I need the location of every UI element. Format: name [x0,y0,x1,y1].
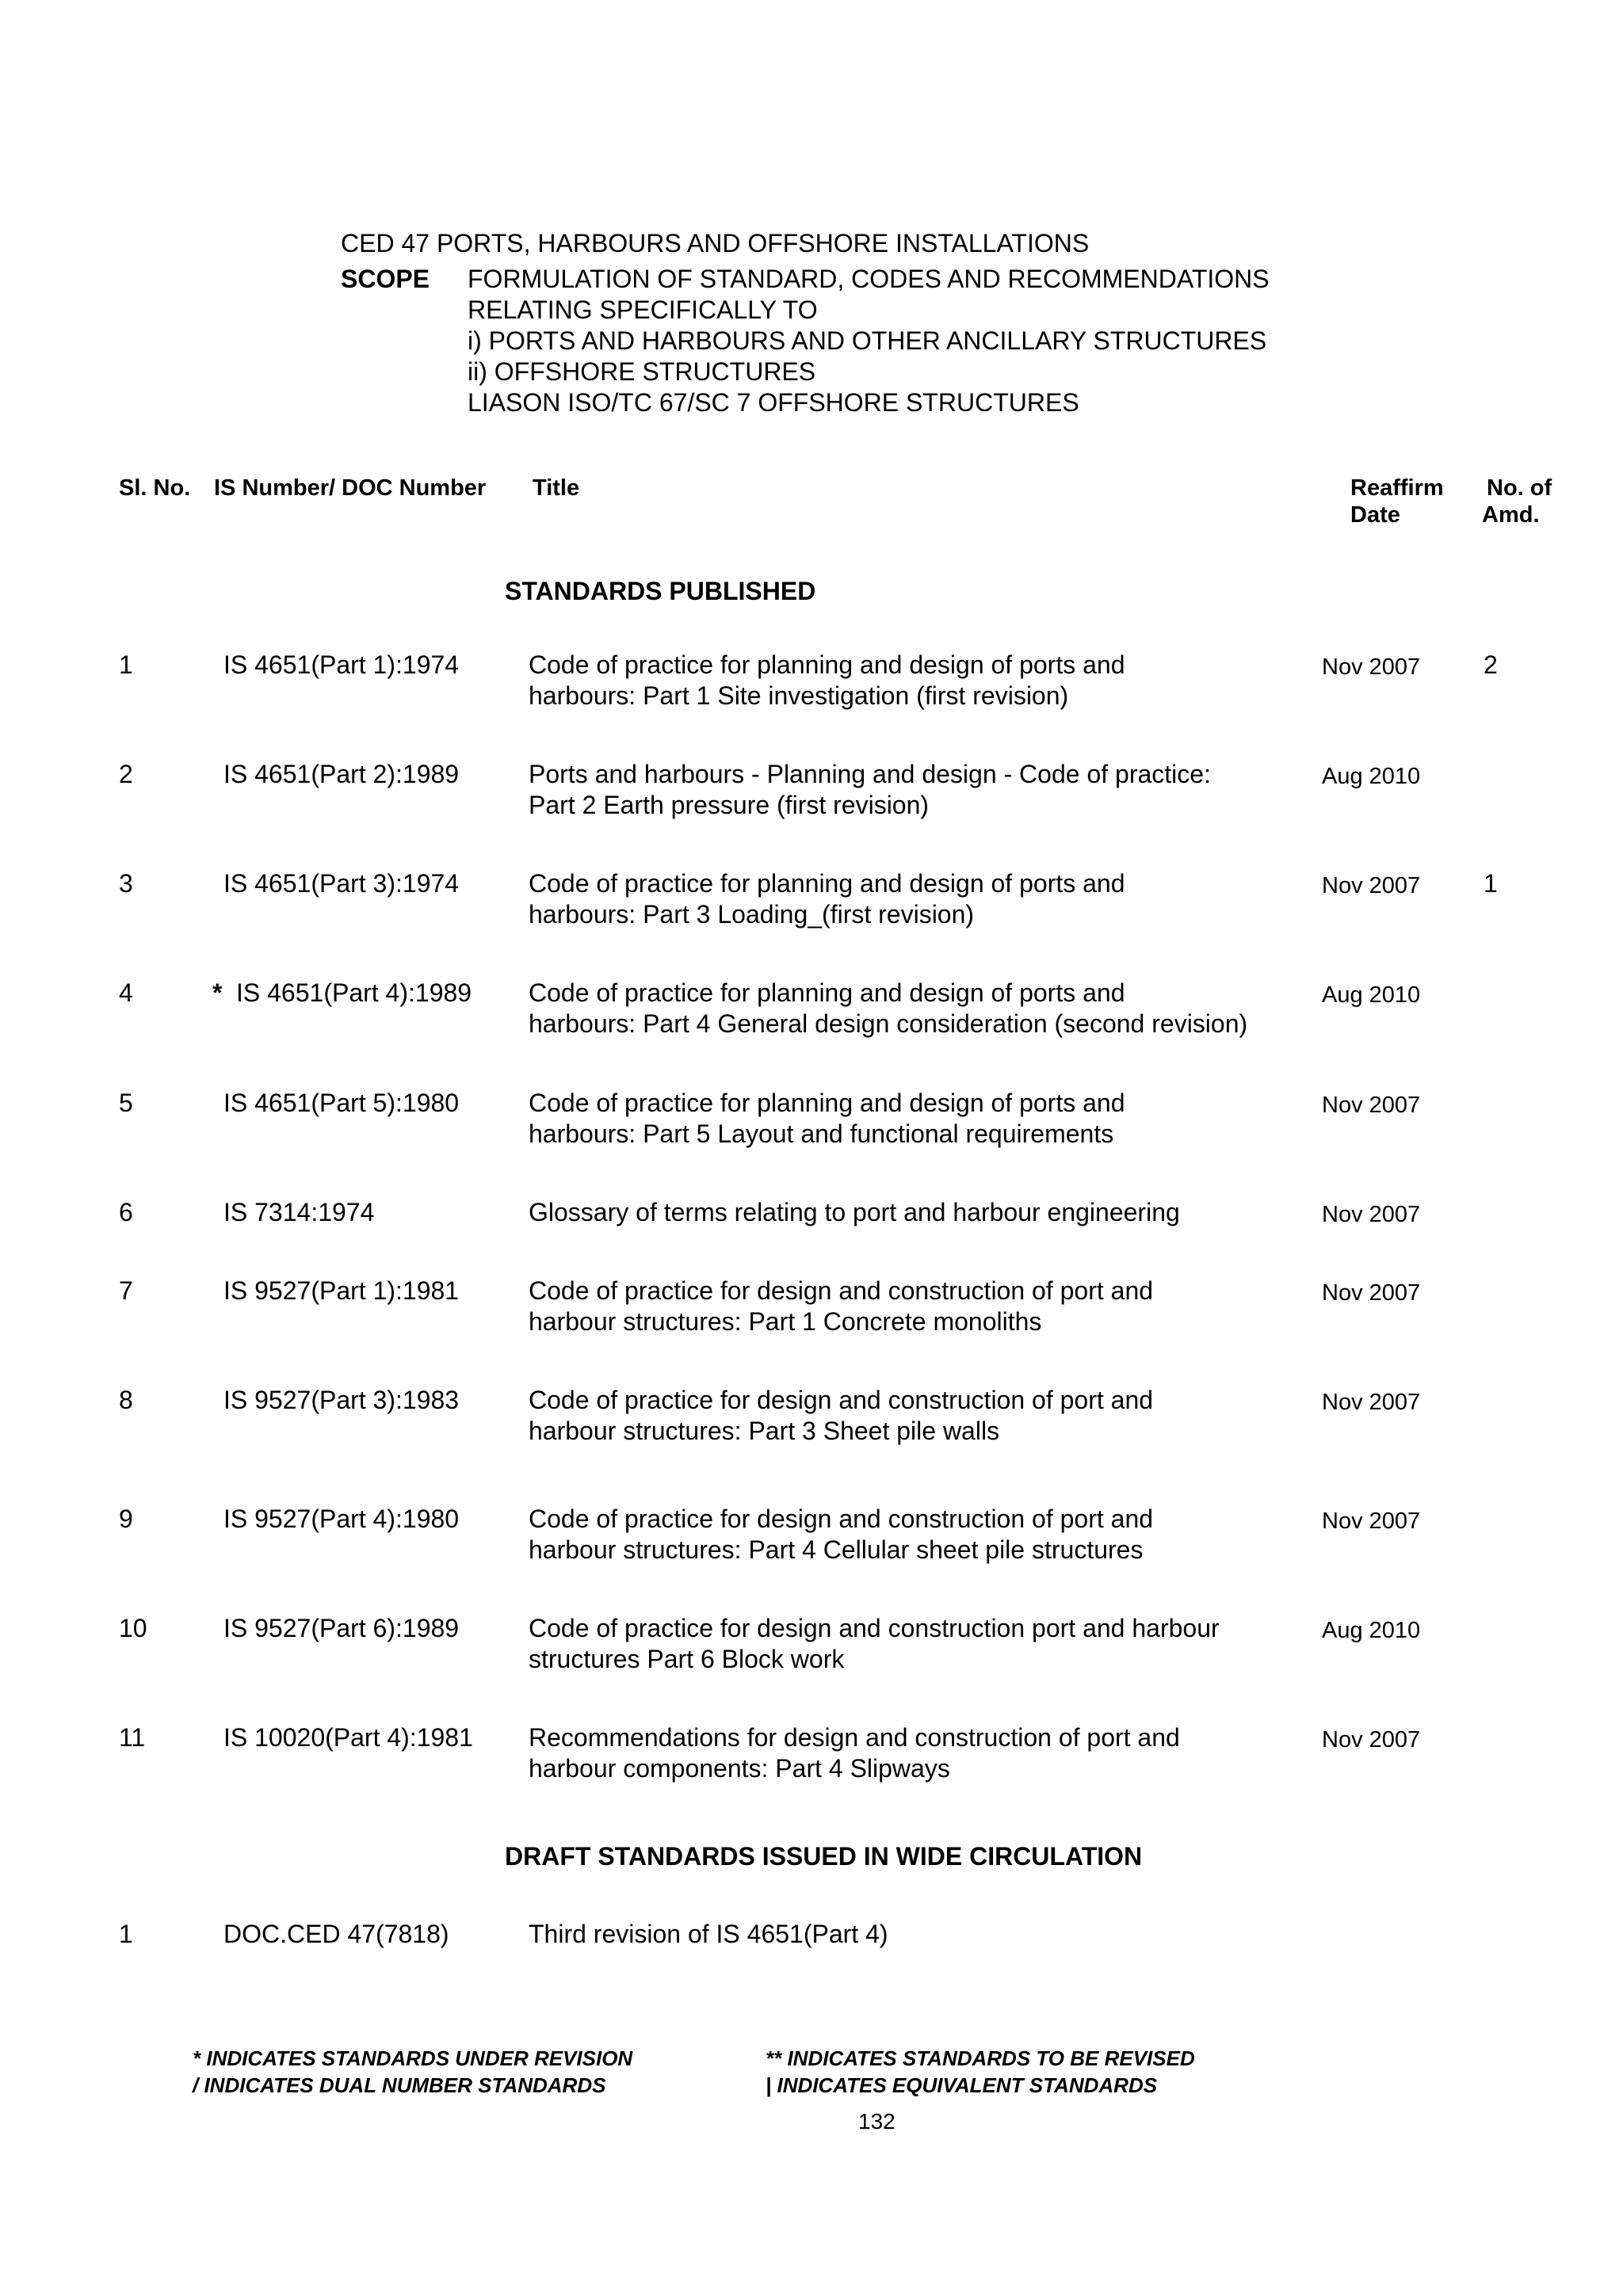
col-header-is-number: IS Number/ DOC Number [214,475,487,501]
row-sl-no: 9 [119,1505,133,1533]
row-title-line: harbours: Part 4 General design consideration (second revision) [529,1009,1248,1038]
row-title-line: Code of practice for planning and design of ports and [529,1089,1125,1117]
legend-dual-number: / INDICATES DUAL NUMBER STANDARDS [193,2073,606,2097]
row-title-line: Code of practice for planning and design of ports and [529,978,1125,1007]
row-is-number: IS 4651(Part 2):1989 [223,760,460,788]
col-header-amd-count: Amd. [1482,502,1540,528]
row-reaffirm-date: Nov 2007 [1322,654,1421,680]
row-is-number: IS 9527(Part 3):1983 [223,1386,460,1414]
row-title-line: Code of practice for planning and design of ports and [529,869,1125,898]
row-title-line: harbours: Part 5 Layout and functional requirements [529,1119,1114,1148]
row-title-line: Code of practice for design and construction of port and [529,1276,1154,1305]
row-reaffirm-date: Nov 2007 [1322,1280,1421,1306]
row-amd-count: 2 [1484,650,1498,679]
row-reaffirm-date: Aug 2010 [1322,982,1421,1008]
scope-line: i) PORTS AND HARBOURS AND OTHER ANCILLARY STRUCTURES [468,326,1267,355]
row-title-line: harbour components: Part 4 Slipways [529,1754,950,1783]
scope-line: LIASON ISO/TC 67/SC 7 OFFSHORE STRUCTURES [468,388,1079,417]
col-header-amd: No. of [1487,475,1552,501]
row-sl-no: 8 [119,1386,133,1414]
row-title-line: harbours: Part 1 Site investigation (first revision) [529,681,1069,710]
page-number: 132 [858,2109,896,2134]
row-sl-no: 2 [119,760,133,788]
committee-title: CED 47 PORTS, HARBOURS AND OFFSHORE INSTALLATIONS [341,229,1090,257]
row-is-number: IS 9527(Part 1):1981 [223,1276,460,1305]
revision-marker: * [212,978,223,1007]
legend-under-revision: * INDICATES STANDARDS UNDER REVISION [193,2046,633,2070]
row-is-number: IS 4651(Part 5):1980 [223,1089,460,1117]
row-sl-no: 3 [119,869,133,898]
row-reaffirm-date: Nov 2007 [1322,1390,1421,1415]
row-reaffirm-date: Aug 2010 [1322,1618,1421,1643]
row-reaffirm-date: Nov 2007 [1322,1093,1421,1118]
scope-label: SCOPE [341,265,430,293]
row-title-line: Code of practice for design and construction port and harbour [529,1614,1220,1642]
row-reaffirm-date: Nov 2007 [1322,873,1421,898]
legend-to-be-revised: ** INDICATES STANDARDS TO BE REVISED [766,2046,1195,2070]
scope-line: FORMULATION OF STANDARD, CODES AND RECOMMENDATIONS [468,265,1270,293]
row-sl-no: 4 [119,978,133,1007]
row-sl-no: 11 [119,1723,146,1752]
row-reaffirm-date: Aug 2010 [1322,764,1421,789]
row-sl-no: 5 [119,1089,133,1117]
row-title-line: Recommendations for design and construction of port and [529,1723,1180,1752]
row-sl-no: 1 [119,1920,133,1948]
col-header-title: Title [533,475,580,501]
col-header-reaffirm: Reaffirm [1350,475,1444,501]
row-title-line: Glossary of terms relating to port and harbour engineering [529,1198,1180,1226]
legend-equivalent: | INDICATES EQUIVALENT STANDARDS [766,2073,1158,2097]
row-title-line: Code of practice for planning and design of ports and [529,650,1125,679]
row-sl-no: 1 [119,650,133,679]
row-title-line: Code of practice for design and construction of port and [529,1505,1154,1533]
row-is-number: IS 9527(Part 4):1980 [223,1505,460,1533]
row-is-number: IS 7314:1974 [223,1198,375,1226]
row-amd-count: 1 [1484,869,1498,898]
row-doc-number: DOC.CED 47(7818) [223,1920,449,1948]
row-is-number: IS 4651(Part 1):1974 [223,650,460,679]
row-title-line: harbour structures: Part 4 Cellular sheet pile structures [529,1535,1144,1564]
row-title-line: Part 2 Earth pressure (first revision) [529,791,930,819]
scope-line: RELATING SPECIFICALLY TO [468,296,818,324]
row-is-number: IS 4651(Part 3):1974 [223,869,460,898]
row-sl-no: 7 [119,1276,133,1305]
row-title-line: harbour structures: Part 3 Sheet pile walls [529,1417,1000,1445]
scope-line: ii) OFFSHORE STRUCTURES [468,357,816,386]
row-title-line: structures Part 6 Block work [529,1645,845,1673]
row-reaffirm-date: Nov 2007 [1322,1202,1421,1227]
row-title-line: Code of practice for design and construction of port and [529,1386,1154,1414]
row-reaffirm-date: Nov 2007 [1322,1727,1421,1753]
row-reaffirm-date: Nov 2007 [1322,1508,1421,1534]
row-sl-no: 10 [119,1614,147,1642]
row-title: Third revision of IS 4651(Part 4) [529,1920,888,1948]
row-title-line: harbour structures: Part 1 Concrete monoliths [529,1307,1042,1336]
section-heading-published: STANDARDS PUBLISHED [505,577,816,605]
col-header-reaffirm-date: Date [1350,502,1400,528]
row-title-line: Ports and harbours - Planning and design - Code of practice: [529,760,1211,788]
col-header-sl-no: Sl. No. [119,475,191,501]
section-heading-drafts: DRAFT STANDARDS ISSUED IN WIDE CIRCULATION [505,1842,1143,1871]
row-title-line: harbours: Part 3 Loading_(first revision) [529,900,975,929]
row-sl-no: 6 [119,1198,133,1226]
row-is-number: IS 10020(Part 4):1981 [223,1723,473,1752]
row-is-number: IS 4651(Part 4):1989 [236,978,472,1007]
row-is-number: IS 9527(Part 6):1989 [223,1614,460,1642]
